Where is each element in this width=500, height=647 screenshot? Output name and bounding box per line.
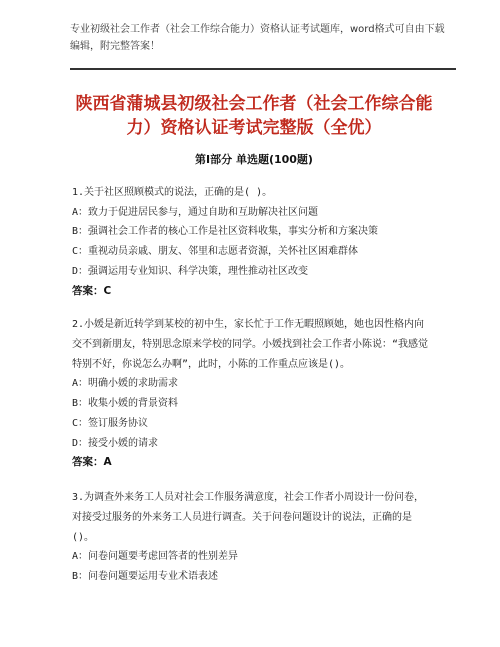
question-stem: 1.关于社区照顾模式的说法，正确的是( )。 xyxy=(72,187,273,198)
question-1 xyxy=(72,183,432,301)
document-title: 陕西省蒲城县初级社会工作者（社会工作综合能力）资格认证考试完整版（全优） xyxy=(75,94,433,138)
option-c: C：签订服务协议 xyxy=(72,417,149,429)
option-b: B：问卷问题要运用专业术语表述 xyxy=(72,571,219,583)
answer: 答案：C xyxy=(72,284,112,297)
header-note: 专业初级社会工作者（社会工作综合能力）资格认证考试题库，word格式可自由下载编辑，附完整答案！ xyxy=(70,24,445,52)
question-3 xyxy=(72,488,432,587)
question-2 xyxy=(72,315,432,472)
option-a: A：致力于促进居民参与，通过自助和互助解决社区问题 xyxy=(72,206,319,218)
question-stem: 2.小媛是新近转学到某校的初中生，家长忙于工作无暇照顾她，她也因性格内向交不到新朋友，特别思念原来学校的同学。小媛找到社会工作者小陈说：“我感觉特别不好，你说怎么办啊”，此时，小陈的工作重点应该是()。 xyxy=(72,319,429,370)
header-divider xyxy=(70,68,456,70)
part-heading: 第Ⅰ部分 单选题(100题) xyxy=(195,153,313,166)
option-d: D：接受小媛的请求 xyxy=(72,437,159,449)
question-stem: 3.为调查外来务工人员对社会工作服务满意度，社会工作者小周设计一份问卷，对接受过服务的外来务工人员进行调查。关于问卷问题设计的说法，正确的是()。 xyxy=(72,492,425,543)
option-b: B：强调社会工作者的核心工作是社区资料收集，事实分析和方案决策 xyxy=(72,226,379,238)
answer: 答案：A xyxy=(72,456,112,469)
option-b: B：收集小媛的背景资料 xyxy=(72,398,179,410)
option-a: A：问卷问题要考虑回答者的性别差异 xyxy=(72,551,239,563)
option-a: A：明确小媛的求助需求 xyxy=(72,378,179,390)
option-d: D：强调运用专业知识、科学决策，理性推动社区改变 xyxy=(72,265,309,277)
option-c: C：重视动员亲戚、朋友、邻里和志愿者资源，关怀社区困难群体 xyxy=(72,246,359,258)
